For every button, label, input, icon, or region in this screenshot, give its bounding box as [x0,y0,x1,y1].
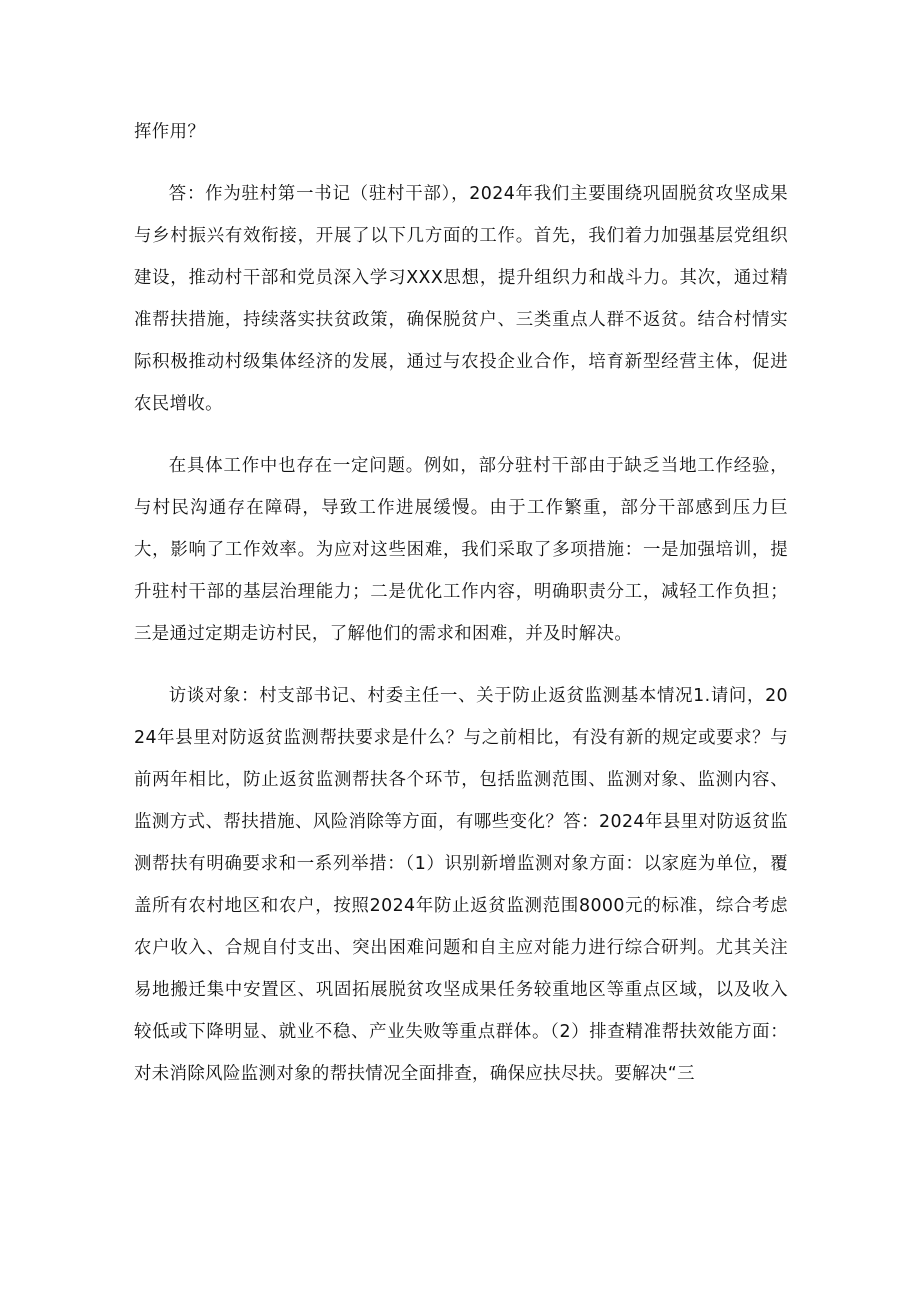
paragraph-answer-first-secretary: 答：作为驻村第一书记（驻村干部），2024年我们主要围绕巩固脱贫攻坚成果与乡村振兴有效衔接，开展了以下几方面的工作。首先，我们着力加强基层党组织建设，推动村干部和党员深入学习XXX思想，提升组织力和战斗力。其次，通过精准帮扶措施，持续落实扶贫政策，确保脱贫户、三类重点人群不返贫。结合村情实际积极推动村级集体经济的发展，通过与农投企业合作，培育新型经营主体，促进农民增收。 [134,184,788,414]
paragraph-continuation: 挥作用？ [134,122,206,142]
paragraph-problems-and-measures: 在具体工作中也存在一定问题。例如，部分驻村干部由于缺乏当地工作经验，与村民沟通存在障碍，导致工作进展缓慢。由于工作繁重，部分干部感到压力巨大，影响了工作效率。为应对这些困难，我们采取了多项措施：一是加强培训，提升驻村干部的基层治理能力；二是优化工作内容，明确职责分工，减轻工作负担；三是通过定期走访村民，了解他们的需求和困难，并及时解决。 [134,456,788,644]
paragraph-interview-village-secretary: 访谈对象：村支部书记、村委主任一、关于防止返贫监测基本情况1.请问，2024年县里对防返贫监测帮扶要求是什么？与之前相比，有没有新的规定或要求？与前两年相比，防止返贫监测帮扶各个环节，包括监测范围、监测对象、监测内容、监测方式、帮扶措施、风险消除等方面，有哪些变化？答：2024年县里对防返贫监测帮扶有明确要求和一系列举措：（1）识别新增监测对象方面：以家庭为单位，覆盖所有农村地区和农户，按照2024年防止返贫监测范围8000元的标准，综合考虑农户收入、合规自付支出、突出困难问题和自主应对能力进行综合研判。尤其关注易地搬迁集中安置区、巩固拓展脱贫攻坚成果任务较重地区等重点区域，以及收入较低或下降明显、就业不稳、产业失败等重点群体。（2）排查精准帮扶效能方面：对未消除风险监测对象的帮扶情况全面排查，确保应扶尽扶。要解决“三 [134,686,788,1084]
